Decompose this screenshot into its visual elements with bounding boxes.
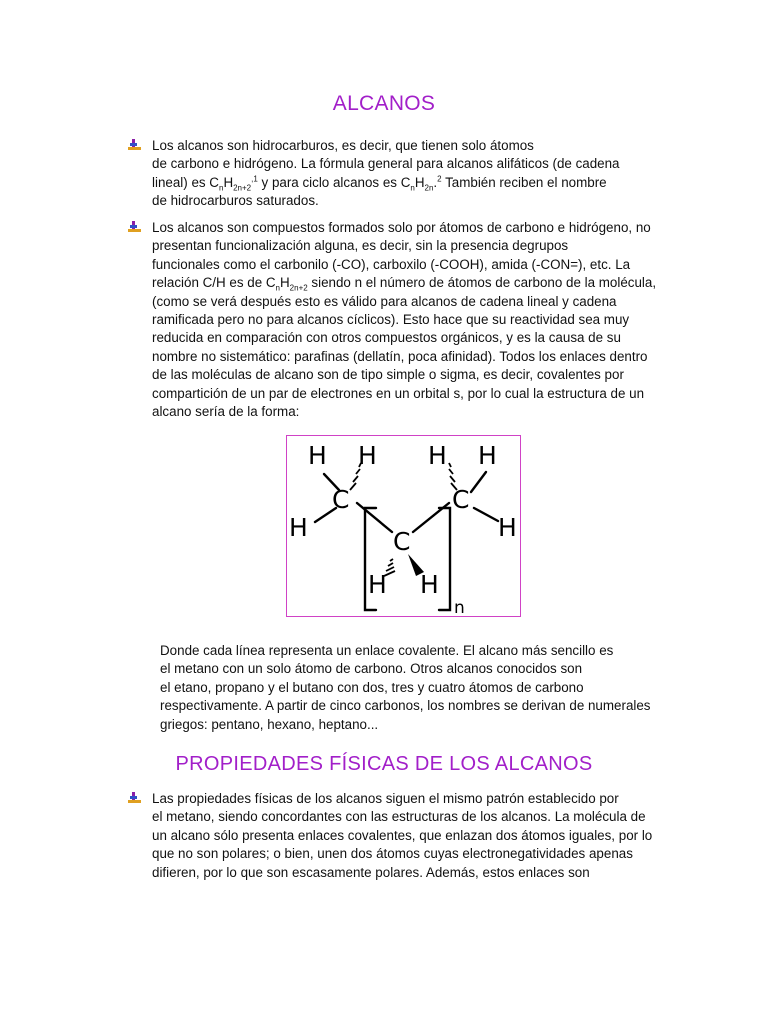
arrow-bullet-icon [127, 138, 143, 152]
atom-label: H [428, 441, 447, 470]
atom-label: C [393, 527, 411, 556]
simple-alkanes-paragraph: Donde cada línea representa un enlace covalente. El alcano más sencillo es el metano con un solo átomo de carbono. Otros alcanos conocidos son el etano, propano y el butano con dos, tres y cuatro átomos de carbono respectivamente. A partir de cinco carbonos, los nombres se derivan de numerales griegos: pentano, hexano, heptano... [160, 643, 651, 732]
section-title: PROPIEDADES FÍSICAS DE LOS ALCANOS [175, 753, 593, 775]
atom-label: H [368, 570, 387, 599]
arrow-bullet-icon [127, 791, 143, 805]
alkane-structure-figure [286, 435, 521, 617]
page-title: ALCANOS [332, 92, 436, 115]
subscript-n-label: n [454, 598, 465, 616]
arrow-bullet-icon [127, 220, 143, 234]
atom-label: H [289, 513, 308, 542]
composition-paragraph: Los alcanos son compuestos formados solo por átomos de carbono e hidrógeno, no presentan funcionalización alguna, es decir, sin la presencia degrupos funcionales como el carbonilo (-CO), carboxilo (-COOH), amida (-CON=), etc. La relación C/H es de $C_nH_{2n+2}$ siendo n el número de átomos de carbono de la molécula, (como se verá después esto es válido para alcanos de cadena lineal y cadena ramificada pero no para alcanos cíclicos). Esto hace que su reactividad sea muy reducida en comparación con otros compuestos orgánicos, y es la causa de su nombre no sistemático: parafinas (dellatín, poca afinidad). Todos los enlaces dentro de las moléculas de alcano son de tipo simple o sigma, es decir, covalentes por compartición de un par de electrones en un orbital s, por lo cual la estructura de un alcano sería de la forma: [152, 219, 712, 421]
physical-properties-paragraph: Las propiedades físicas de los alcanos siguen el mismo patrón establecido por el metano, siendo concordantes con las estructuras de los alcanos. La molécula de un alcano sólo presenta enlaces covalentes, que enlazan dos átomos iguales, por lo que no son polares; o bien, unen dos átomos cuyas electronegatividades apenas difieren, por lo que son escasamente polares. Además, estos enlaces son [152, 791, 653, 880]
atom-label: C [332, 485, 350, 514]
atom-label: H [478, 441, 497, 470]
atom-label: C [452, 485, 470, 514]
atom-label: H [420, 570, 439, 599]
atom-label: H [308, 441, 327, 470]
ratio-line: relación C/H es de $C_nH_{2n+2}$ siendo n el número de átomos de carbono de la molécula, [152, 275, 657, 293]
intro-paragraph: Los alcanos son hidrocarburos, es decir, que tienen solo átomos de carbono e hidrógeno. La fórmula general para alcanos alifáticos (de cadena lineal) es $C_nH_{2n+2}^{,1}$ y para ciclo alcanos es $C_nH_{2n}.^2$ También reciben el nombre de hidrocarburos saturados. [152, 137, 712, 211]
formula-line: lineal) es $C_nH_{2n+2}^{,1}$ y para ciclo alcanos es $C_nH_{2n}.^2$ También reciben el nombre [152, 174, 607, 193]
atom-label: H [358, 441, 377, 470]
atom-label: H [498, 513, 517, 542]
alkane-structure-diagram [287, 436, 520, 616]
